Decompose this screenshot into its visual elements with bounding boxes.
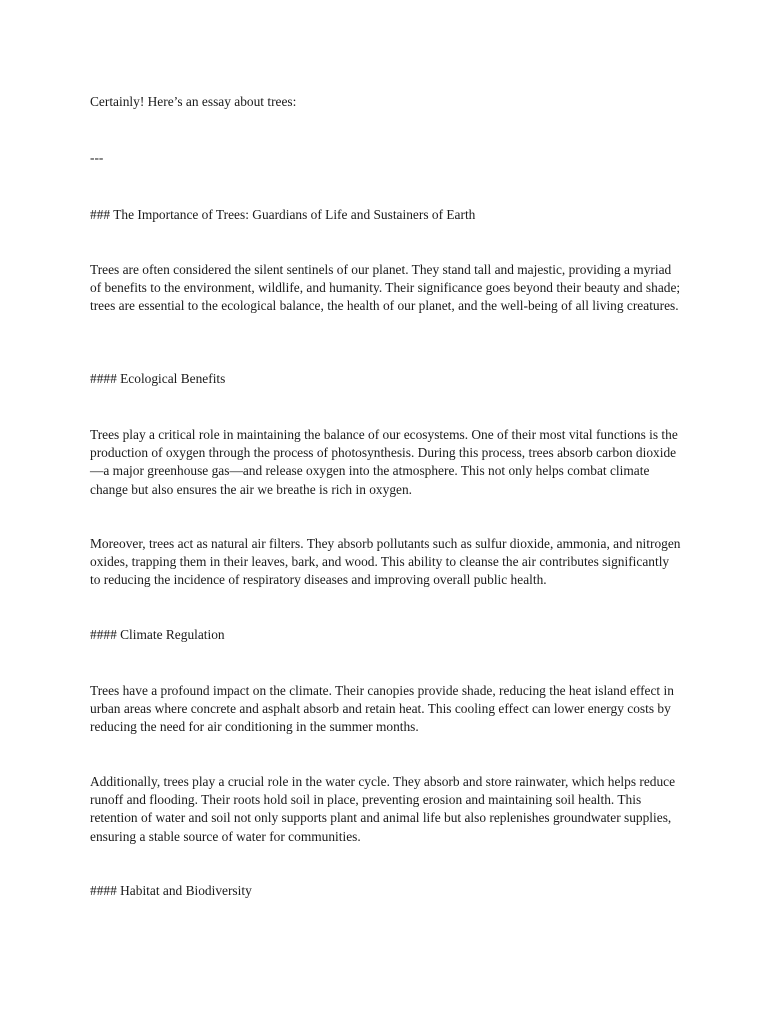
heading-habitat-biodiversity: #### Habitat and Biodiversity xyxy=(90,883,252,898)
ecological-paragraph-2: Moreover, trees act as natural air filters. They absorb pollutants such as sulfur dioxide, ammonia, and nitrogen oxides, trapping them in their leaves, bark, and wood. This ability to cleanse the air contributes significantly to reducing the incidence of respiratory diseases and improving overall public health. xyxy=(90,536,681,588)
heading-climate-regulation: #### Climate Regulation xyxy=(90,627,225,642)
intro-line: Certainly! Here’s an essay about trees: xyxy=(90,94,297,109)
separator-line: --- xyxy=(90,150,104,165)
opening-paragraph: Trees are often considered the silent sentinels of our planet. They stand tall and majestic, providing a myriad of benefits to the environment, wildlife, and humanity. Their significance goes beyond their beauty and shade; trees are essential to the ecological balance, the health of our planet, and the well-being of all living creatures. xyxy=(90,262,681,314)
ecological-paragraph-1: Trees play a critical role in maintaining the balance of our ecosystems. One of their most vital functions is the production of oxygen through the process of photosynthesis. During this process, trees absorb carbon dioxide—a major greenhouse gas—and release oxygen into the atmosphere. This not only helps combat climate change but also ensures the air we breathe is rich in oxygen. xyxy=(90,427,678,497)
essay-title: ### The Importance of Trees: Guardians of Life and Sustainers of Earth xyxy=(90,207,476,222)
climate-paragraph-1: Trees have a profound impact on the climate. Their canopies provide shade, reducing the heat island effect in urban areas where concrete and asphalt absorb and retain heat. This cooling effect can lower energy costs by reducing the need for air conditioning in the summer months. xyxy=(90,683,674,735)
climate-paragraph-2: Additionally, trees play a crucial role in the water cycle. They absorb and store rainwater, which helps reduce runoff and flooding. Their roots hold soil in place, preventing erosion and maintaining soil health. This retention of water and soil not only supports plant and animal life but also replenishes groundwater supplies, ensuring a stable source of water for communities. xyxy=(90,774,676,844)
heading-ecological-benefits: #### Ecological Benefits xyxy=(90,371,226,386)
